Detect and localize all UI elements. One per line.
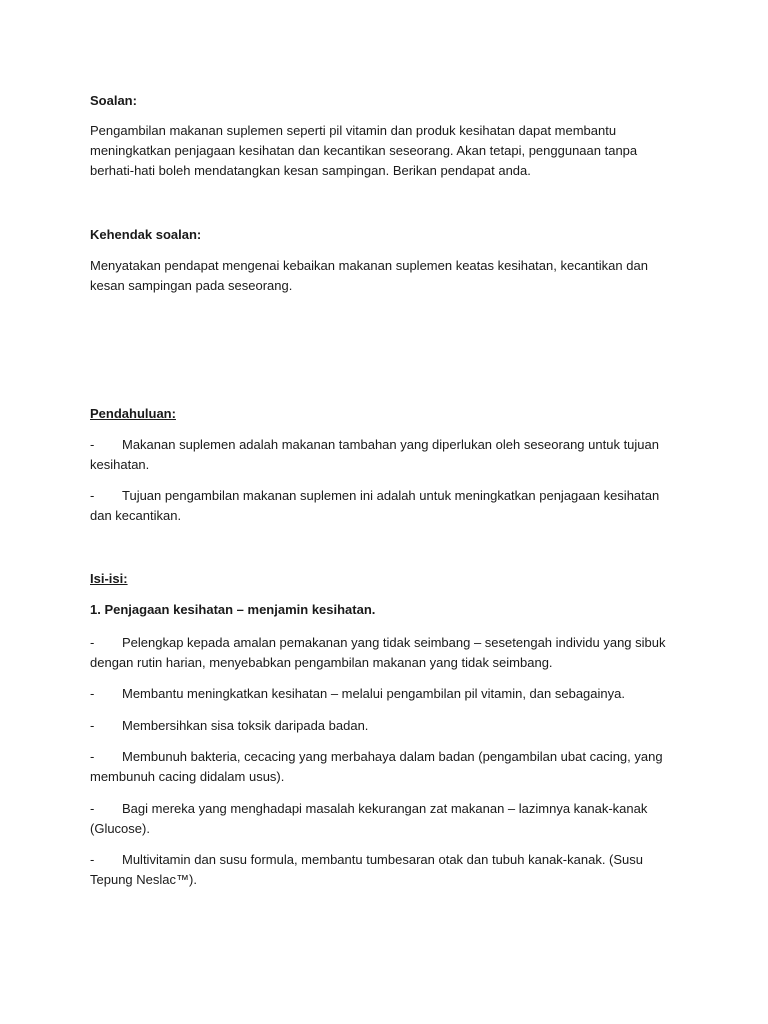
bullet-text: Pelengkap kepada amalan pemakanan yang tidak seimbang – sesetengah individu yang sibuk dengan rutin harian, menyebabkan pengambilan makanan yang tidak seimbang.	[90, 635, 666, 670]
bullet-text: Membunuh bakteria, cecacing yang merbahaya dalam badan (pengambilan ubat cacing, yang membunuh cacing didalam usus).	[90, 749, 663, 784]
isi-bullet-4	[90, 747, 680, 787]
bullet-text: Tujuan pengambilan makanan suplemen ini adalah untuk meningkatkan penjagaan kesihatan dan kecantikan.	[90, 488, 660, 523]
bullet-text: Bagi mereka yang menghadapi masalah kekurangan zat makanan – lazimnya kanak-kanak (Glucose).	[90, 801, 648, 836]
isi-heading: Isi-isi:	[90, 571, 128, 586]
isi-subheading: 1. Penjagaan kesihatan – menjamin kesihatan.	[90, 602, 376, 617]
bullet-dash: -	[90, 635, 95, 650]
pendahuluan-bullet-1	[90, 435, 680, 475]
pendahuluan-bullet-2	[90, 486, 680, 526]
kehendak-text: Menyatakan pendapat mengenai kebaikan makanan suplemen keatas kesihatan, kecantikan dan kesan sampingan pada seseorang.	[90, 258, 648, 293]
bullet-dash: -	[90, 437, 95, 452]
bullet-text: Makanan suplemen adalah makanan tambahan yang diperlukan oleh seseorang untuk tujuan kesihatan.	[90, 437, 659, 472]
bullet-dash: -	[90, 718, 95, 733]
bullet-text: Membersihkan sisa toksik daripada badan.	[122, 718, 369, 733]
soalan-heading: Soalan:	[90, 93, 137, 108]
bullet-dash: -	[90, 801, 95, 816]
document-page	[90, 0, 680, 1024]
pendahuluan-heading: Pendahuluan:	[90, 406, 176, 421]
isi-bullet-5	[90, 799, 680, 839]
isi-bullet-6	[90, 850, 680, 890]
isi-bullet-3	[90, 716, 680, 736]
bullet-dash: -	[90, 852, 95, 867]
isi-bullet-1	[90, 633, 680, 673]
bullet-dash: -	[90, 686, 95, 701]
kehendak-heading: Kehendak soalan:	[90, 227, 202, 242]
bullet-dash: -	[90, 749, 95, 764]
isi-bullet-2	[90, 684, 680, 704]
bullet-text: Membantu meningkatkan kesihatan – melalui pengambilan pil vitamin, dan sebagainya.	[122, 686, 625, 701]
bullet-dash: -	[90, 488, 95, 503]
soalan-text: Pengambilan makanan suplemen seperti pil vitamin dan produk kesihatan dapat membantu meningkatkan penjagaan kesihatan dan kecantikan seseorang. Akan tetapi, penggunaan tanpa berhati-hati boleh mendatangkan kesan sampingan. Berikan pendapat anda.	[90, 123, 638, 178]
bullet-text: Multivitamin dan susu formula, membantu tumbesaran otak dan tubuh kanak-kanak. (Susu Tepung Neslac™).	[90, 852, 643, 887]
